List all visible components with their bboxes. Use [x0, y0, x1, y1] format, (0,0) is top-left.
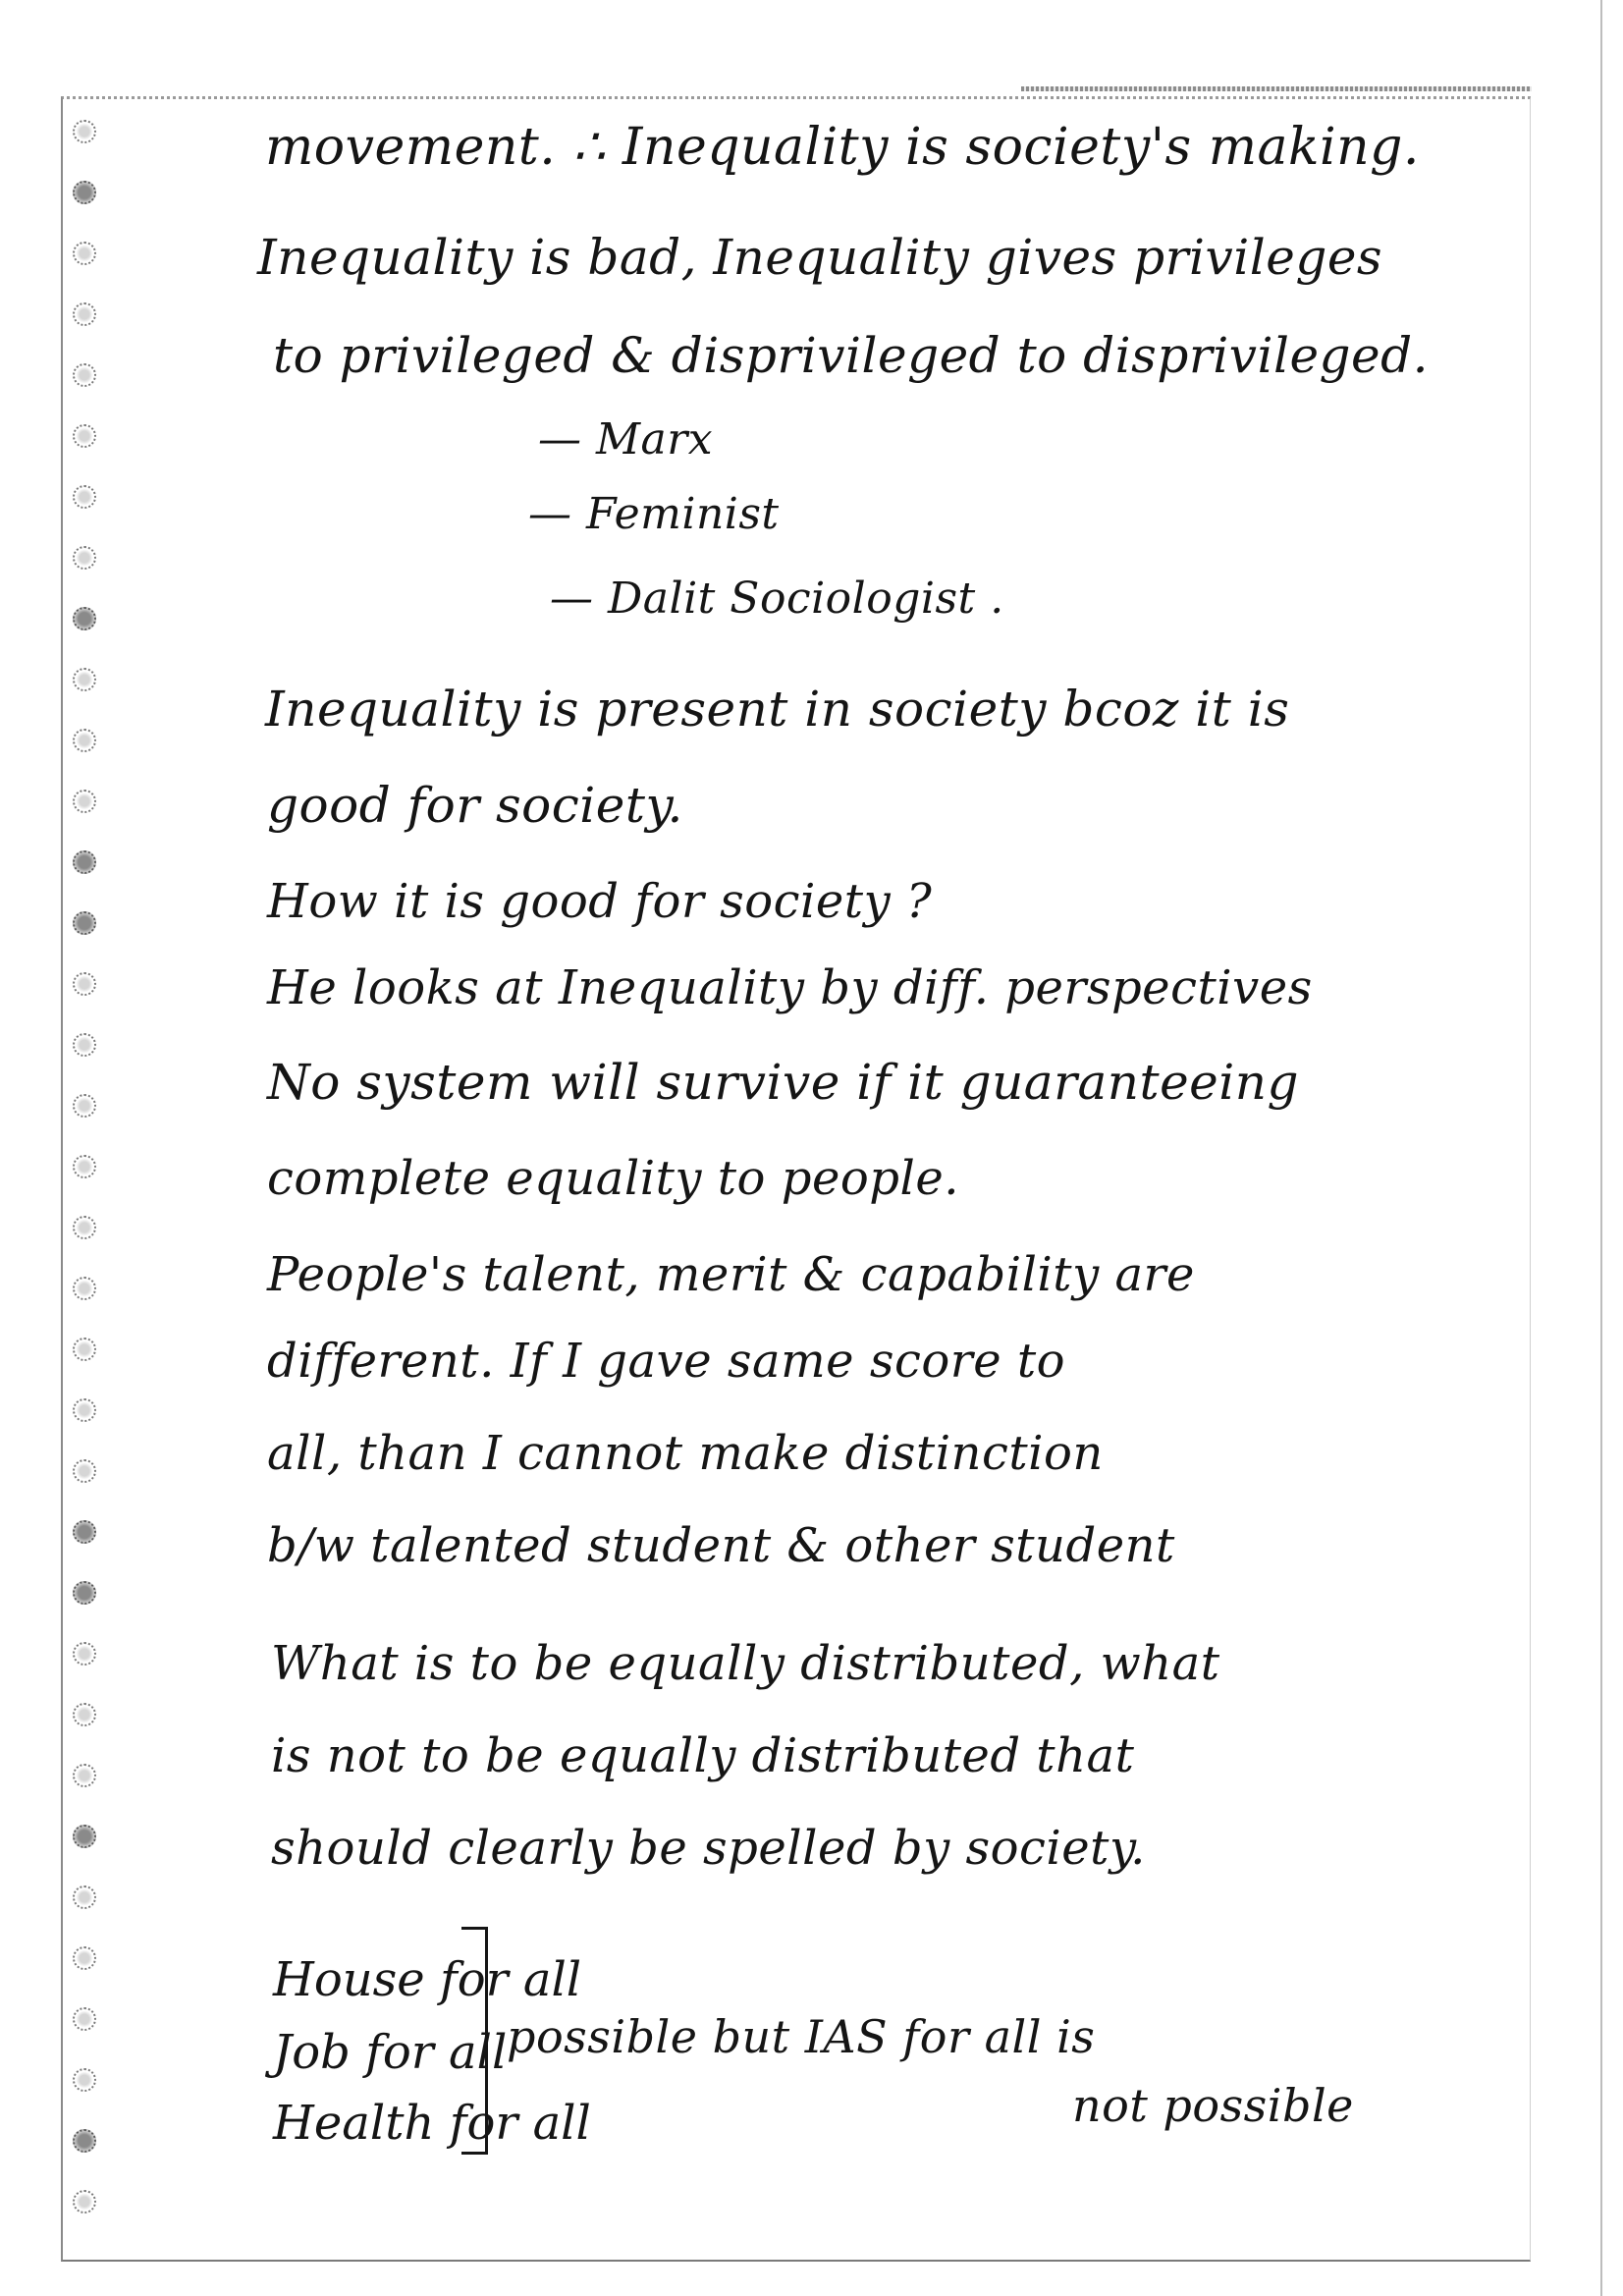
binder-hole-icon [73, 911, 96, 935]
note-line: to privileged & disprivileged to disprivileged. [273, 327, 1430, 384]
note-line: complete equality to people. [267, 1151, 959, 1206]
binder-hole-icon [73, 668, 96, 691]
binder-hole-icon [73, 1216, 96, 1239]
binder-hole-icon [73, 242, 96, 265]
binder-hole-icon [73, 607, 96, 630]
binder-hole-icon [73, 120, 96, 143]
note-line: should clearly be spelled by society. [271, 1821, 1146, 1876]
binder-hole-icon [73, 850, 96, 874]
binder-hole-icon [73, 2190, 96, 2214]
binder-hole-icon [73, 790, 96, 813]
binder-hole-icon [73, 1277, 96, 1300]
binder-hole-icon [73, 1459, 96, 1483]
binder-hole-icon [73, 1703, 96, 1726]
list-item: Health for all [273, 2096, 591, 2151]
binder-hole-icon [73, 181, 96, 204]
note-line-author: — Dalit Sociologist . [550, 574, 1004, 624]
note-line: People's talent, merit & capability are [267, 1247, 1195, 1302]
note-line: different. If I gave same score to [267, 1334, 1066, 1389]
note-line: is not to be equally distributed that [271, 1728, 1135, 1783]
note-line: No system will survive if it guaranteeing [267, 1054, 1299, 1111]
list-item: House for all [273, 1952, 582, 2007]
binder-hole-icon [73, 1642, 96, 1666]
note-line: Inequality is present in society bcoz it is [265, 681, 1290, 738]
binder-holes [73, 120, 106, 2241]
binder-hole-icon [73, 1033, 96, 1057]
binder-hole-icon [73, 2068, 96, 2092]
binder-hole-icon [73, 485, 96, 509]
note-line: good for society. [267, 777, 683, 834]
note-line-author: — Feminist [528, 489, 780, 539]
note-line: How it is good for society ? [267, 874, 933, 929]
right-bracket-icon [461, 1927, 488, 2155]
binder-hole-icon [73, 1520, 96, 1544]
conclusion-line: not possible [1072, 2079, 1354, 2132]
note-line: Inequality is bad, Inequality gives privileges [257, 229, 1383, 286]
binder-hole-icon [73, 1581, 96, 1605]
binder-hole-icon [73, 302, 96, 326]
note-line: He looks at Inequality by diff. perspectives [267, 960, 1313, 1015]
binder-hole-icon [73, 1764, 96, 1787]
binder-hole-icon [73, 546, 96, 570]
binder-hole-icon [73, 1155, 96, 1178]
binder-hole-icon [73, 1398, 96, 1422]
note-line: all, than I cannot make distinction [267, 1426, 1104, 1481]
conclusion-line: possible but IAS for all is [507, 2010, 1096, 2063]
right-page-edge [1600, 0, 1602, 2296]
binder-hole-icon [73, 1825, 96, 1848]
binder-hole-icon [73, 1338, 96, 1361]
note-line-author: — Marx [538, 414, 714, 465]
binder-hole-icon [73, 1946, 96, 1970]
binder-hole-icon [73, 2129, 96, 2153]
top-dotted-rule [1021, 86, 1532, 91]
binder-hole-icon [73, 1094, 96, 1118]
note-line: What is to be equally distributed, what [271, 1636, 1220, 1691]
binder-hole-icon [73, 729, 96, 752]
binder-hole-icon [73, 2007, 96, 2031]
note-line: movement. ∴ Inequality is society's making. [265, 118, 1420, 177]
binder-hole-icon [73, 1886, 96, 1909]
binder-hole-icon [73, 424, 96, 448]
binder-hole-icon [73, 363, 96, 387]
note-line: b/w talented student & other student [267, 1518, 1175, 1573]
binder-hole-icon [73, 972, 96, 996]
list-item: Job for all [273, 2025, 508, 2080]
